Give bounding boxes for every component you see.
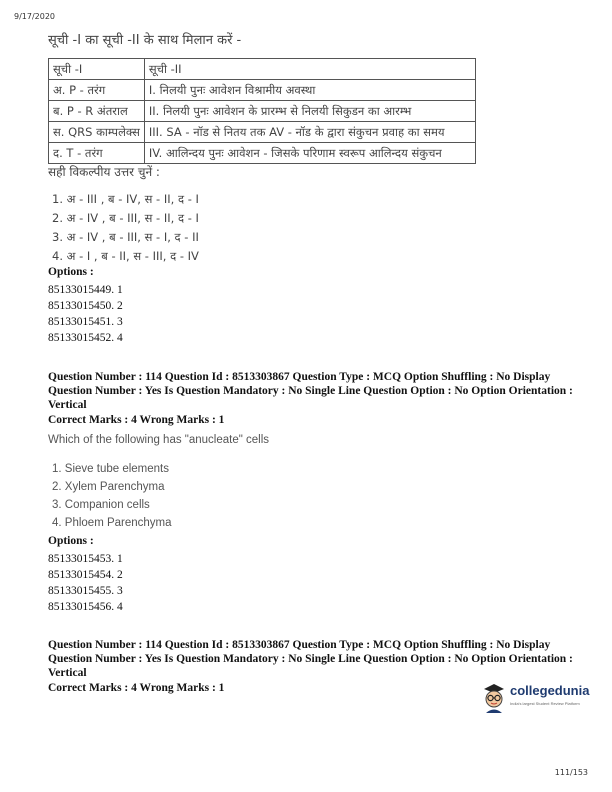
table-cell: द. T - तरंग: [49, 143, 145, 164]
q1-option-ids: [48, 282, 123, 346]
list-item: 3. Companion cells: [52, 499, 150, 511]
q2-options-label: Options :: [48, 535, 94, 547]
table-row: [49, 80, 476, 101]
mascot-icon: [480, 680, 508, 714]
table-cell: IV. आलिन्दय पुनः आवेशन - जिसके परिणाम स्वरूप आलिन्दय संकुचन: [144, 143, 475, 164]
q2-option-ids: [48, 551, 123, 615]
list-item: 1. Sieve tube elements: [52, 463, 169, 475]
table-cell: I. निलयी पुनः आवेशन विश्रामीय अवस्था: [144, 80, 475, 101]
option-id: 85133015456. 4: [48, 601, 123, 613]
table-cell: स. QRS काम्पलेक्स: [49, 122, 145, 143]
option-id: 85133015452. 4: [48, 332, 123, 344]
table-row: [49, 122, 476, 143]
print-date: 9/17/2020: [14, 12, 56, 21]
q1-options: [52, 190, 199, 266]
q2-question-text: Which of the following has "anucleate" cells: [48, 434, 270, 446]
table-cell: सूची -I: [49, 59, 145, 80]
option-id: 85133015451. 3: [48, 316, 123, 328]
list-item: 2. Xylem Parenchyma: [52, 481, 165, 493]
option-id: 85133015454. 2: [48, 569, 123, 581]
option-id: 85133015453. 1: [48, 553, 123, 565]
q2-metadata: Question Number : 114 Question Id : 8513303867 Question Type : MCQ Option Shuffling : No Display Question Number : Yes Is Question Mandatory : No Single Line Question Option : No Option Orientation : Vertical: [48, 371, 573, 411]
option-id: 85133015449. 1: [48, 284, 123, 296]
q2-options: [52, 460, 172, 532]
list-item: 3. अ - IV , ब - III, स - I, द - II: [52, 230, 199, 244]
table-row: [49, 101, 476, 122]
q3-marks: Correct Marks : 4 Wrong Marks : 1: [48, 682, 225, 694]
q2-marks: Correct Marks : 4 Wrong Marks : 1: [48, 414, 225, 426]
list-item: 4. Phloem Parenchyma: [52, 517, 172, 529]
list-item: 4. अ - I , ब - II, स - III, द - IV: [52, 249, 199, 263]
list-item: 1. अ - III , ब - IV, स - II, द - I: [52, 192, 199, 206]
collegedunia-logo: [480, 680, 590, 716]
q1-options-label: Options :: [48, 266, 94, 278]
table-cell: II. निलयी पुनः आवेशन के प्रारम्भ से निलयी सिकुडन का आरम्भ: [144, 101, 475, 122]
logo-tagline: India's largest Student Review Platform: [510, 701, 580, 706]
list-item: 2. अ - IV , ब - III, स - II, द - I: [52, 211, 199, 225]
table-cell: सूची -II: [144, 59, 475, 80]
option-id: 85133015455. 3: [48, 585, 123, 597]
q1-prompt: सूची -I का सूची -II के साथ मिलान करें -: [48, 33, 242, 48]
table-row: [49, 59, 476, 80]
table-cell: अ. P - तरंग: [49, 80, 145, 101]
q1-instruction: सही विकल्पीय उत्तर चुनें :: [48, 165, 160, 179]
q3-metadata: Question Number : 114 Question Id : 8513303867 Question Type : MCQ Option Shuffling : No Display Question Number : Yes Is Question Mandatory : No Single Line Question Option : No Option Orientation : Vertical: [48, 639, 573, 679]
match-table: [48, 58, 476, 164]
logo-wordmark: collegedunia: [510, 683, 590, 698]
table-cell: ब. P - R अंतराल: [49, 101, 145, 122]
table-cell: III. SA - नॉड से नितय तक AV - नॉड के द्वारा संकुचन प्रवाह का समय: [144, 122, 475, 143]
option-id: 85133015450. 2: [48, 300, 123, 312]
table-row: [49, 143, 476, 164]
page-number: 111/153: [554, 768, 588, 777]
